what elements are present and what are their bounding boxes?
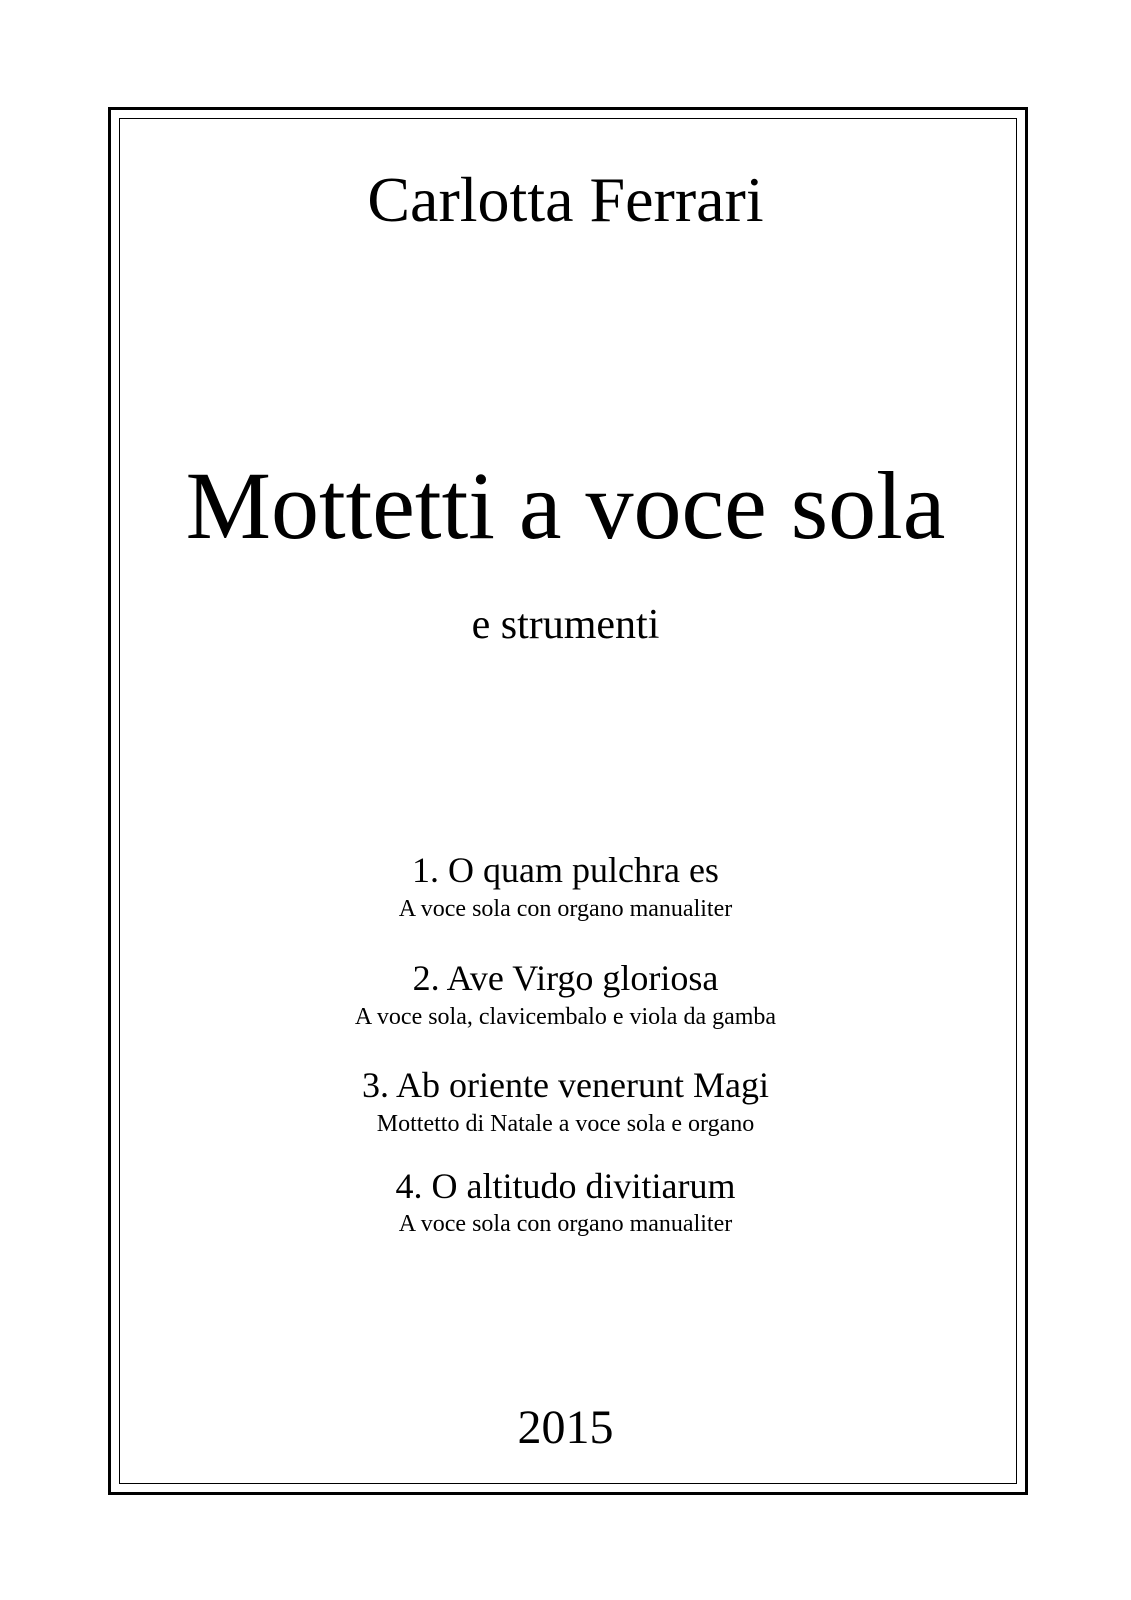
page-title: Mottetti a voce sola: [185, 452, 946, 559]
work-title: 2. Ave Virgo gloriosa: [412, 958, 719, 998]
work-description: A voce sola con organo manualiter: [398, 896, 733, 922]
publication-year: 2015: [517, 1401, 614, 1454]
work-description: A voce sola con organo manualiter: [398, 1211, 733, 1237]
composer-name: Carlotta Ferrari: [367, 164, 764, 235]
work-description: A voce sola, clavicembalo e viola da gamba: [354, 1004, 777, 1030]
work-title: 4. O altitudo divitiarum: [395, 1166, 736, 1206]
work-description: Mottetto di Natale a voce sola e organo: [376, 1111, 755, 1137]
work-title: 1. O quam pulchra es: [412, 850, 719, 890]
work-title: 3. Ab oriente venerunt Magi: [362, 1065, 769, 1105]
page-subtitle: e strumenti: [471, 602, 660, 648]
inner-border-frame: [119, 118, 1017, 1484]
